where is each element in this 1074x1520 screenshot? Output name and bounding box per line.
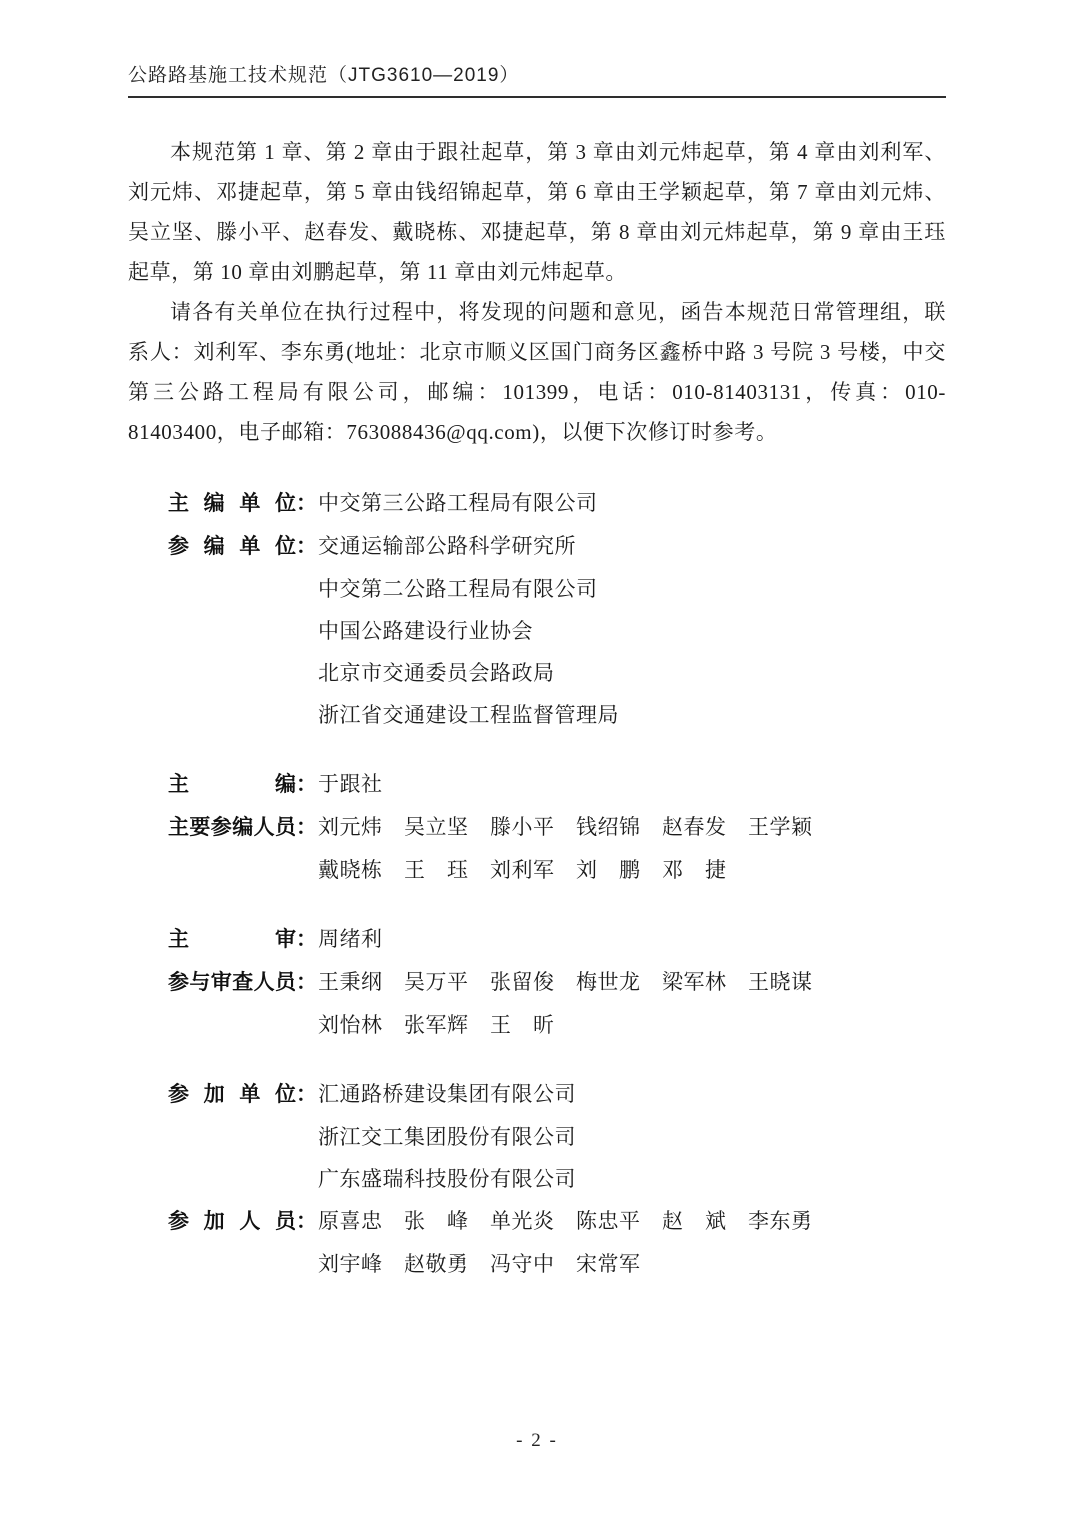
credit-row <box>168 1116 946 1158</box>
credit-row <box>168 763 946 806</box>
credit-row <box>168 694 946 736</box>
label-colon: ： <box>296 928 317 951</box>
row-label-review-participants: 参与审查人员 <box>168 971 296 994</box>
label-colon: ： <box>296 773 317 796</box>
row-value: 刘宇峰 赵敬勇 冯守中 宋常军 <box>318 1252 641 1276</box>
credit-row <box>168 1243 946 1285</box>
row-value: 广东盛瑞科技股份有限公司 <box>318 1167 576 1191</box>
credits-sections <box>168 482 946 1285</box>
credit-row <box>168 849 946 891</box>
row-label-chief-editor: 主编 <box>168 773 296 796</box>
label-colon: ： <box>296 535 317 558</box>
credit-row <box>168 961 946 1004</box>
row-value: 汇通路桥建设集团有限公司 <box>318 1082 576 1106</box>
page-content <box>128 60 946 1285</box>
row-value: 浙江交工集团股份有限公司 <box>318 1125 576 1149</box>
group-main-co-editors <box>168 806 946 891</box>
row-label-participants: 参加人员 <box>168 1210 296 1233</box>
credit-row <box>168 918 946 961</box>
row-value: 刘元炜 吴立坚 滕小平 钱绍锦 赵春发 王学颖 <box>318 815 813 839</box>
row-value: 原喜忠 张 峰 单光炎 陈忠平 赵 斌 李东勇 <box>318 1209 813 1233</box>
group-participating-units <box>168 1073 946 1200</box>
label-colon: ： <box>296 971 317 994</box>
intro-paragraphs <box>128 132 946 452</box>
label-colon: ： <box>296 1210 317 1233</box>
row-label-participating-units: 参加单位 <box>168 1083 296 1106</box>
row-value: 戴晓栋 王 珏 刘利军 刘 鹏 邓 捷 <box>318 858 727 882</box>
group-chief-reviewer <box>168 918 946 961</box>
credit-row <box>168 482 946 525</box>
row-value: 中交第二公路工程局有限公司 <box>318 577 598 601</box>
row-value: 王秉纲 吴万平 张留俊 梅世龙 梁军林 王晓谋 <box>318 970 813 994</box>
row-label-main-co-editors: 主要参编人员 <box>168 816 296 839</box>
row-value: 于跟社 <box>318 772 383 796</box>
label-colon: ： <box>296 1083 317 1106</box>
row-value: 周绪利 <box>318 927 383 951</box>
document-title: 公路路基施工技术规范（JTG3610—2019） <box>128 65 520 86</box>
credit-row <box>168 652 946 694</box>
row-label-co-editing-units: 参编单位 <box>168 535 296 558</box>
row-value: 北京市交通委员会路政局 <box>318 661 555 685</box>
credit-row <box>168 610 946 652</box>
row-value: 浙江省交通建设工程监督管理局 <box>318 703 619 727</box>
page-number: - 2 - <box>516 1430 558 1451</box>
paragraph-feedback-contact: 请各有关单位在执行过程中，将发现的问题和意见，函告本规范日常管理组，联系人：刘利军、李东勇(地址：北京市顺义区国门商务区鑫桥中路 3 号院 3 号楼，中交第三公路工程局有限公司，邮编：101399，电话：010-81403131，传真：010-81403400，电子邮箱：763088436@qq.com)，以便下次修订时参考。 <box>128 300 946 444</box>
credit-row <box>168 1200 946 1243</box>
credit-row <box>168 568 946 610</box>
group-review-participants <box>168 961 946 1046</box>
row-value: 中国公路建设行业协会 <box>318 619 533 643</box>
running-header <box>128 60 946 98</box>
row-label-chief-reviewer: 主审 <box>168 928 296 951</box>
row-value: 交通运输部公路科学研究所 <box>318 534 576 558</box>
row-label-chief-editing-unit: 主编单位 <box>168 492 296 515</box>
row-value: 刘怡林 张军辉 王 昕 <box>318 1013 555 1037</box>
credit-row <box>168 1158 946 1200</box>
credit-row <box>168 525 946 568</box>
credit-row <box>168 806 946 849</box>
label-colon: ： <box>296 816 317 839</box>
group-co-editing-units <box>168 525 946 736</box>
credit-row <box>168 1004 946 1046</box>
group-chief-editor <box>168 763 946 806</box>
group-chief-editing-unit <box>168 482 946 525</box>
group-participants <box>168 1200 946 1285</box>
row-value: 中交第三公路工程局有限公司 <box>318 491 598 515</box>
credit-row <box>168 1073 946 1116</box>
paragraph-drafting-credits: 本规范第 1 章、第 2 章由于跟社起草，第 3 章由刘元炜起草，第 4 章由刘利军、刘元炜、邓捷起草，第 5 章由钱绍锦起草，第 6 章由王学颖起草，第 7 章由刘元炜、吴立坚、滕小平、赵春发、戴晓栋、邓捷起草，第 8 章由刘元炜起草，第 9 章由王珏起草，第 10 章由刘鹏起草，第 11 章由刘元炜起草。 <box>128 140 946 284</box>
label-colon: ： <box>296 492 317 515</box>
